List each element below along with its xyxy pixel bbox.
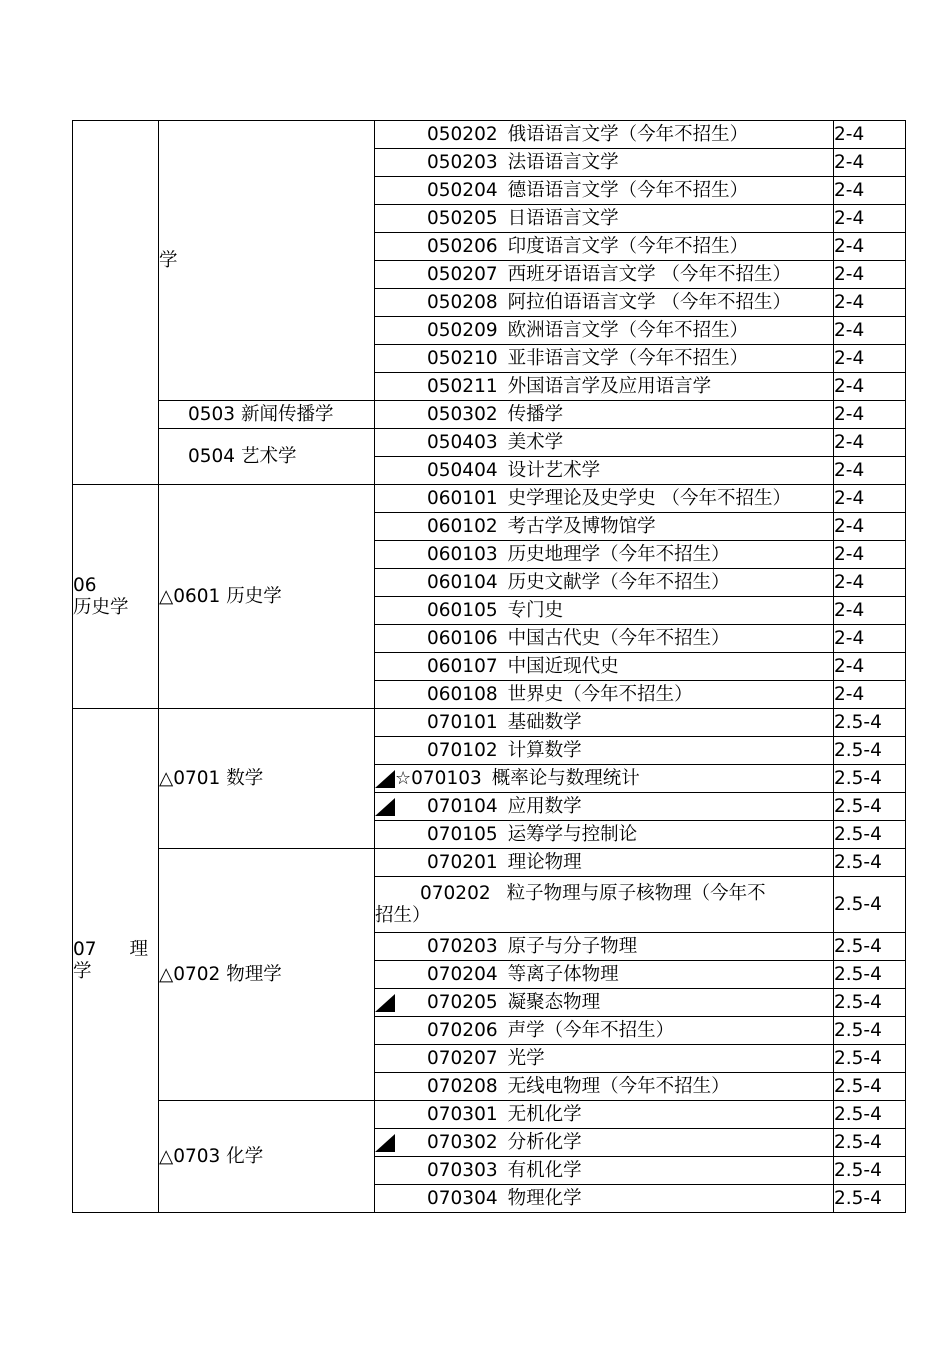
study-years: 2-4 xyxy=(834,263,865,285)
major-cell xyxy=(375,1101,834,1129)
study-years: 2.5-4 xyxy=(834,1187,882,1209)
major-name: 分析化学 xyxy=(507,1131,582,1153)
study-years: 2-4 xyxy=(834,319,865,341)
major-name: 阿拉伯语语言文学 （今年不招生） xyxy=(507,291,792,313)
major-cell xyxy=(375,149,834,177)
study-years: 2.5-4 xyxy=(834,991,882,1013)
years-cell xyxy=(834,1157,906,1185)
subject-cell-0503 xyxy=(159,401,375,429)
major-cell xyxy=(375,625,834,653)
category-code: 07 xyxy=(73,938,97,960)
major-name: 史学理论及史学史 （今年不招生） xyxy=(507,487,792,509)
major-cell xyxy=(375,1129,834,1157)
years-cell xyxy=(834,681,906,709)
study-years: 2-4 xyxy=(834,571,865,593)
major-name: 无机化学 xyxy=(507,1103,582,1125)
subject-cell-0703 xyxy=(159,1101,375,1213)
years-cell xyxy=(834,289,906,317)
major-code: 070205 xyxy=(427,991,498,1013)
major-cell xyxy=(375,457,834,485)
study-years: 2.5-4 xyxy=(834,1103,882,1125)
black-triangle-icon xyxy=(375,994,395,1012)
major-code: 060106 xyxy=(427,627,498,649)
study-years: 2.5-4 xyxy=(834,1019,882,1041)
years-cell xyxy=(834,597,906,625)
study-years: 2-4 xyxy=(834,123,865,145)
major-code: 070105 xyxy=(427,823,498,845)
major-cell xyxy=(375,541,834,569)
major-code: 060104 xyxy=(427,571,498,593)
major-name: 欧洲语言文学（今年不招生） xyxy=(507,319,749,341)
years-cell xyxy=(834,709,906,737)
major-code: 050207 xyxy=(427,263,498,285)
program-table-body xyxy=(73,121,906,1213)
years-cell xyxy=(834,121,906,149)
mark-slot xyxy=(375,992,427,1014)
major-cell xyxy=(375,345,834,373)
study-years: 2.5-4 xyxy=(834,823,882,845)
major-cell xyxy=(375,821,834,849)
study-years: 2-4 xyxy=(834,235,865,257)
study-years: 2-4 xyxy=(834,655,865,677)
years-cell xyxy=(834,233,906,261)
major-code: 050204 xyxy=(427,179,498,201)
study-years: 2.5-4 xyxy=(834,739,882,761)
mark-slot xyxy=(375,1132,427,1154)
years-cell xyxy=(834,765,906,793)
major-cell xyxy=(375,1073,834,1101)
major-name: 声学（今年不招生） xyxy=(507,1019,675,1041)
black-triangle-icon xyxy=(375,1134,395,1152)
years-cell xyxy=(834,1073,906,1101)
years-cell xyxy=(834,177,906,205)
major-name: 应用数学 xyxy=(507,795,582,817)
major-name: 印度语言文学（今年不招生） xyxy=(507,235,749,257)
years-cell xyxy=(834,401,906,429)
major-cell xyxy=(375,961,834,989)
major-code: 050205 xyxy=(427,207,498,229)
major-name: 物理化学 xyxy=(507,1187,582,1209)
major-cell xyxy=(375,233,834,261)
major-code: 050211 xyxy=(427,375,498,397)
major-code: 050403 xyxy=(427,431,498,453)
major-cell xyxy=(375,205,834,233)
table-row xyxy=(73,485,906,513)
major-code: 050210 xyxy=(427,347,498,369)
years-cell xyxy=(834,821,906,849)
study-years: 2.5-4 xyxy=(834,963,882,985)
major-code: 050206 xyxy=(427,235,498,257)
major-cell xyxy=(375,681,834,709)
major-name: 有机化学 xyxy=(507,1159,582,1181)
years-cell xyxy=(834,933,906,961)
major-code: 050208 xyxy=(427,291,498,313)
major-code: 070208 xyxy=(427,1075,498,1097)
major-name: 凝聚态物理 xyxy=(507,991,601,1013)
years-cell xyxy=(834,485,906,513)
major-code: 070203 xyxy=(427,935,498,957)
major-code: 050302 xyxy=(427,403,498,425)
study-years: 2.5-4 xyxy=(834,893,882,915)
major-cell xyxy=(375,793,834,821)
study-years: 2-4 xyxy=(834,599,865,621)
major-code: 070207 xyxy=(427,1047,498,1069)
major-cell xyxy=(375,877,834,933)
major-cell xyxy=(375,597,834,625)
major-cell xyxy=(375,177,834,205)
major-cell xyxy=(375,765,834,793)
study-years: 2.5-4 xyxy=(834,935,882,957)
study-years: 2-4 xyxy=(834,627,865,649)
category-cell-05 xyxy=(73,121,159,485)
major-code: 070301 xyxy=(427,1103,498,1125)
major-name: 西班牙语语言文学 （今年不招生） xyxy=(507,263,792,285)
major-name: 日语语言文学 xyxy=(507,207,619,229)
years-cell xyxy=(834,373,906,401)
study-years: 2.5-4 xyxy=(834,1047,882,1069)
years-cell xyxy=(834,541,906,569)
black-triangle-icon xyxy=(375,798,395,816)
years-cell xyxy=(834,149,906,177)
years-cell xyxy=(834,653,906,681)
years-cell xyxy=(834,345,906,373)
major-cell xyxy=(375,849,834,877)
subject-name: 0503 新闻传播学 xyxy=(188,403,334,425)
study-years: 2-4 xyxy=(834,543,865,565)
years-cell xyxy=(834,849,906,877)
category-name-part2: 学 xyxy=(73,960,92,982)
major-code: 060107 xyxy=(427,655,498,677)
major-name: 概率论与数理统计 xyxy=(491,767,640,789)
subject-cell-0701 xyxy=(159,709,375,849)
black-triangle-icon xyxy=(375,770,395,788)
study-years: 2-4 xyxy=(834,375,865,397)
major-code: 060102 xyxy=(427,515,498,537)
major-name: 考古学及博物馆学 xyxy=(507,515,656,537)
study-years: 2-4 xyxy=(834,291,865,313)
table-row xyxy=(73,709,906,737)
major-name: 俄语语言文学（今年不招生） xyxy=(507,123,749,145)
study-years: 2-4 xyxy=(834,431,865,453)
years-cell xyxy=(834,1185,906,1213)
major-cell xyxy=(375,261,834,289)
major-cell xyxy=(375,989,834,1017)
subject-name: △0601 历史学 xyxy=(159,585,282,607)
subject-cell-0502 xyxy=(159,121,375,401)
study-years: 2.5-4 xyxy=(834,1075,882,1097)
study-years: 2-4 xyxy=(834,151,865,173)
study-years: 2-4 xyxy=(834,515,865,537)
major-cell xyxy=(375,653,834,681)
major-name: 专门史 xyxy=(507,599,564,621)
years-cell xyxy=(834,1045,906,1073)
major-cell xyxy=(375,933,834,961)
major-name: 粒子物理与原子核物理（今年不 xyxy=(506,882,766,904)
major-cell xyxy=(375,429,834,457)
category-name: 历史学 xyxy=(73,596,129,618)
subject-name: 0504 艺术学 xyxy=(188,445,297,467)
years-cell xyxy=(834,317,906,345)
years-cell xyxy=(834,429,906,457)
major-cell xyxy=(375,485,834,513)
major-name: 基础数学 xyxy=(507,711,582,733)
study-years: 2-4 xyxy=(834,683,865,705)
subject-cell-0601 xyxy=(159,485,375,709)
category-name-part1: 理 xyxy=(129,938,148,960)
years-cell xyxy=(834,513,906,541)
major-cell xyxy=(375,709,834,737)
study-years: 2-4 xyxy=(834,403,865,425)
major-name: 中国近现代史 xyxy=(507,655,619,677)
table-row xyxy=(73,429,906,457)
major-name: 历史地理学（今年不招生） xyxy=(507,543,730,565)
major-name: 设计艺术学 xyxy=(507,459,601,481)
years-cell xyxy=(834,877,906,933)
major-name: 理论物理 xyxy=(507,851,582,873)
subject-name: △0703 化学 xyxy=(159,1145,264,1167)
table-row xyxy=(73,401,906,429)
study-years: 2.5-4 xyxy=(834,1159,882,1181)
years-cell xyxy=(834,1129,906,1157)
major-cell xyxy=(375,1017,834,1045)
major-code: 060103 xyxy=(427,543,498,565)
years-cell xyxy=(834,625,906,653)
study-years: 2-4 xyxy=(834,207,865,229)
major-code: 070302 xyxy=(427,1131,498,1153)
years-cell xyxy=(834,205,906,233)
major-name: 德语语言文学（今年不招生） xyxy=(507,179,749,201)
major-code: 070204 xyxy=(427,963,498,985)
major-code: 070206 xyxy=(427,1019,498,1041)
major-name: 亚非语言文学（今年不招生） xyxy=(507,347,749,369)
major-cell xyxy=(375,1045,834,1073)
years-cell xyxy=(834,1101,906,1129)
major-name: 美术学 xyxy=(507,431,564,453)
subject-name: 学 xyxy=(159,249,178,271)
study-years: 2.5-4 xyxy=(834,851,882,873)
major-cell xyxy=(375,1157,834,1185)
study-years: 2.5-4 xyxy=(834,711,882,733)
major-code: 070303 xyxy=(427,1159,498,1181)
major-code: 060108 xyxy=(427,683,498,705)
study-years: 2-4 xyxy=(834,487,865,509)
major-cell xyxy=(375,737,834,765)
major-cell xyxy=(375,1185,834,1213)
major-code: 050404 xyxy=(427,459,498,481)
subject-name: △0701 数学 xyxy=(159,767,264,789)
subject-name: △0702 物理学 xyxy=(159,963,282,985)
major-name: 中国古代史（今年不招生） xyxy=(507,627,730,649)
subject-cell-0702 xyxy=(159,849,375,1101)
star-icon: ☆ xyxy=(395,767,412,789)
major-code: 050209 xyxy=(427,319,498,341)
mark-slot xyxy=(375,768,411,790)
study-years: 2-4 xyxy=(834,347,865,369)
major-cell xyxy=(375,569,834,597)
major-code: 070202 xyxy=(420,882,491,904)
years-cell xyxy=(834,261,906,289)
major-code: 070201 xyxy=(427,851,498,873)
major-code: 070104 xyxy=(427,795,498,817)
table-row xyxy=(73,849,906,877)
major-name-continued: 招生） xyxy=(375,904,431,926)
category-cell-06 xyxy=(73,485,159,709)
major-cell xyxy=(375,289,834,317)
study-years: 2-4 xyxy=(834,179,865,201)
major-name: 传播学 xyxy=(507,403,564,425)
major-code: 060101 xyxy=(427,487,498,509)
study-years: 2.5-4 xyxy=(834,1131,882,1153)
subject-cell-0504 xyxy=(159,429,375,485)
major-name: 法语语言文学 xyxy=(507,151,619,173)
major-code: 060105 xyxy=(427,599,498,621)
major-code: 070102 xyxy=(427,739,498,761)
major-code: 050203 xyxy=(427,151,498,173)
program-table xyxy=(72,120,906,1213)
major-name: 计算数学 xyxy=(507,739,582,761)
years-cell xyxy=(834,737,906,765)
major-cell xyxy=(375,513,834,541)
major-name: 等离子体物理 xyxy=(507,963,619,985)
table-row xyxy=(73,1101,906,1129)
years-cell xyxy=(834,569,906,597)
years-cell xyxy=(834,1017,906,1045)
years-cell xyxy=(834,989,906,1017)
years-cell xyxy=(834,961,906,989)
study-years: 2-4 xyxy=(834,459,865,481)
major-code: 070304 xyxy=(427,1187,498,1209)
years-cell xyxy=(834,793,906,821)
major-code: 070103 xyxy=(411,767,482,789)
major-name: 历史文献学（今年不招生） xyxy=(507,571,730,593)
major-name: 世界史（今年不招生） xyxy=(507,683,693,705)
major-name: 运筹学与控制论 xyxy=(507,823,638,845)
category-cell-07 xyxy=(73,709,159,1213)
table-row xyxy=(73,121,906,149)
major-code: 070101 xyxy=(427,711,498,733)
mark-slot xyxy=(375,796,427,818)
study-years: 2.5-4 xyxy=(834,767,882,789)
major-name: 光学 xyxy=(507,1047,545,1069)
major-name: 原子与分子物理 xyxy=(507,935,638,957)
major-cell xyxy=(375,401,834,429)
major-name: 外国语言学及应用语言学 xyxy=(507,375,712,397)
years-cell xyxy=(834,457,906,485)
study-years: 2.5-4 xyxy=(834,795,882,817)
major-cell xyxy=(375,373,834,401)
major-code: 050202 xyxy=(427,123,498,145)
major-cell xyxy=(375,317,834,345)
major-name: 无线电物理（今年不招生） xyxy=(507,1075,730,1097)
major-cell xyxy=(375,121,834,149)
category-code: 06 xyxy=(73,574,97,596)
